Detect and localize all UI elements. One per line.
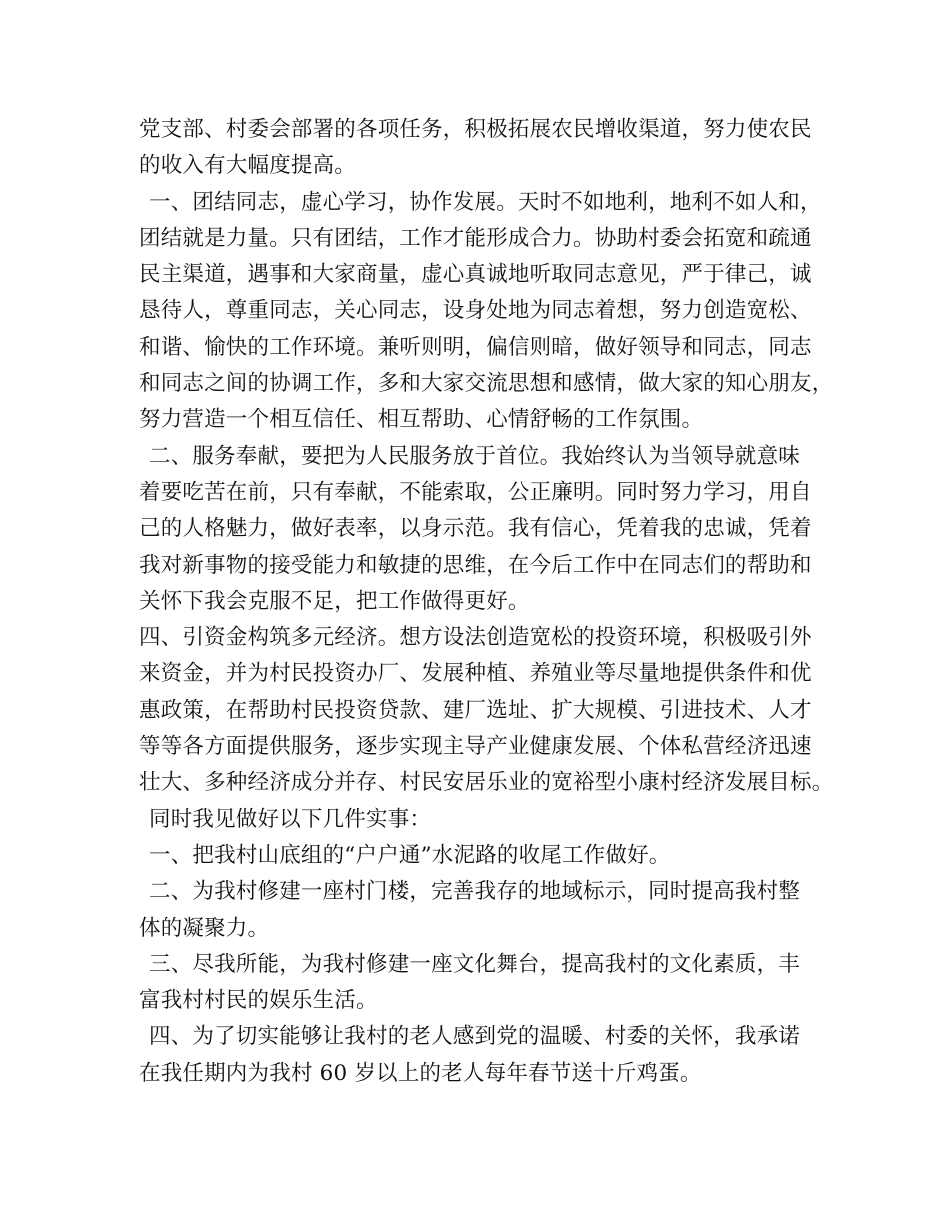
text-line: 壮大、多种经济成分并存、村民安居乐业的宽裕型小康村经济发展目标。 [139, 770, 834, 796]
text-line: 党支部、村委会部署的各项任务，积极拓展农民增收渠道，努力使农民 [139, 117, 812, 142]
list-item-line: 四、为了切实能够让我村的老人感到党的温暖、村委的关怀，我承诺 [149, 1024, 801, 1050]
text-line: 团结就是力量。只有团结，工作才能形成合力。协助村委会拓宽和疏通 [139, 225, 812, 251]
text-line: 民主渠道，遇事和大家商量，虚心真诚地听取同志意见，严于律己，诚 [139, 262, 812, 288]
paragraph-heading-line: 一、团结同志，虚心学习，协作发展。天时不如地利，地利不如人和， [149, 189, 822, 215]
text-line: 和谐、愉快的工作环境。兼听则明，偏信则暗，做好领导和同志，同志 [139, 334, 812, 360]
list-item-line: 三、尽我所能，为我村修建一座文化舞台，提高我村的文化素质，丰 [149, 951, 801, 977]
paragraph-heading-line: 同时我见做好以下几件实事： [149, 806, 432, 832]
text-line: 来资金，并为村民投资办厂、发展种植、养殖业等尽量地提供条件和优 [139, 661, 812, 687]
paragraph-heading-line: 四、引资金构筑多元经济。想方设法创造宽松的投资环境，积极吸引外 [139, 625, 812, 651]
text-line: 惠政策，在帮助村民投资贷款、建厂选址、扩大规模、引进技术、人才 [139, 697, 812, 723]
list-item-line: 一、把我村山底组的“户户通”水泥路的收尾工作做好。 [149, 842, 671, 868]
text-line: 我对新事物的接受能力和敏捷的思维，在今后工作中在同志们的帮助和 [139, 552, 812, 578]
text-line: 努力营造一个相互信任、相互帮助、心情舒畅的工作氛围。 [139, 407, 704, 433]
text-line: 着要吃苦在前，只有奉献，不能索取，公正廉明。同时努力学习，用自 [139, 479, 812, 505]
text-line: 和同志之间的协调工作，多和大家交流思想和感情，做大家的知心朋友， [139, 371, 834, 397]
text-line: 体的凝聚力。 [139, 915, 270, 941]
document-body [139, 112, 839, 1092]
text-line: 恳待人，尊重同志，关心同志，设身处地为同志着想，努力创造宽松、 [139, 298, 812, 324]
text-line: 在我任期内为我村 60 岁以上的老人每年春节送十斤鸡蛋。 [139, 1060, 702, 1086]
text-line: 的收入有大幅度提高。 [139, 153, 357, 179]
text-line: 等等各方面提供服务，逐步实现主导产业健康发展、个体私营经济迅速 [139, 734, 812, 760]
paragraph-heading-line: 二、服务奉献，要把为人民服务放于首位。我始终认为当领导就意味 [149, 443, 801, 469]
text-line: 关怀下我会克服不足，把工作做得更好。 [139, 588, 530, 614]
text-line: 己的人格魅力，做好表率，以身示范。我有信心，凭着我的忠诚，凭着 [139, 516, 812, 542]
text-line: 富我村村民的娱乐生活。 [139, 988, 378, 1014]
list-item-line: 二、为我村修建一座村门楼，完善我存的地域标示，同时提高我村整 [149, 879, 801, 905]
